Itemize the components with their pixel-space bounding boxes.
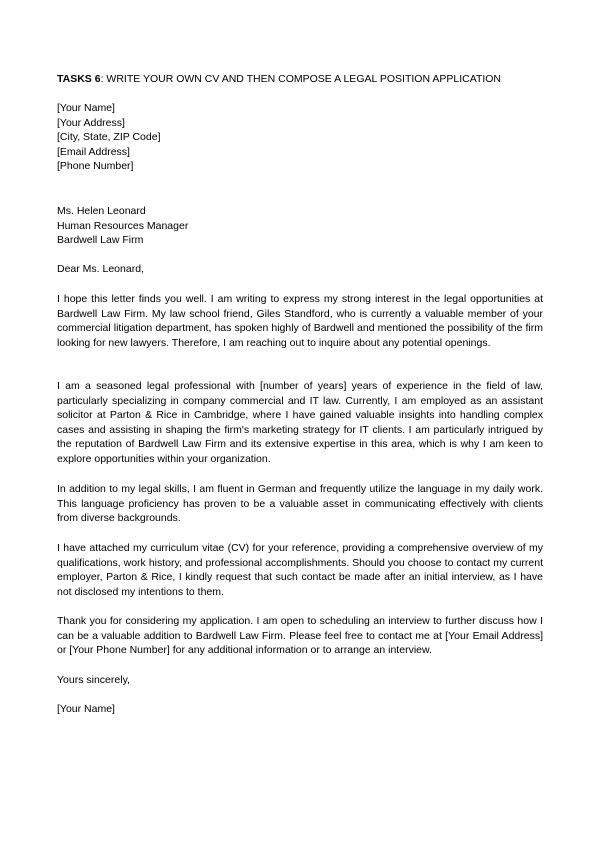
task-title [57,72,557,86]
paragraph-languages: In addition to my legal skills, I am fluent in German and frequently utilize the language in my daily work. This language proficiency has proven to be a valuable asset in communicating effectively with clients from diverse backgrounds. [57,483,543,525]
salutation: Dear Ms. Leonard, [57,263,144,275]
sender-address: [Your Address] [57,116,125,129]
sender-address-block [57,101,543,174]
sender-phone: [Phone Number] [57,160,134,173]
task-description: : WRITE YOUR OWN CV AND THEN COMPOSE A LEGAL POSITION APPLICATION [100,73,502,85]
signature-name: [Your Name] [57,703,115,715]
paragraph-cv: I have attached my curriculum vitae (CV) for your reference, providing a comprehensive overview of my qualifications, work history, and professional accomplishments. Should you choose to contact my current employer, Parton & Rice, I kindly request that such contact be made after an initial interview, as I have not disclosed my intentions to them. [57,542,543,598]
task-label: TASKS 6 [57,73,101,85]
sender-email: [Email Address] [57,145,130,158]
recipient-address-block [57,204,543,248]
closing: Yours sincerely, [57,674,130,686]
paragraph-experience: I am a seasoned legal professional with [number of years] years of experience in the field of law, particularly specializing in company commercial and IT law. Currently, I am employed as an assistant solicitor at Parton & Rice in Cambridge, where I have gained valuable insights into handling complex cases and assisting in shaping the firm's marketing strategy for IT clients. I am particularly intrigued by the reputation of Bardwell Law Firm and its extensive expertise in this area, which is why I am keen to explore opportunities within your organization. [57,380,543,465]
paragraph-intro: I hope this letter finds you well. I am writing to express my strong interest in the legal opportunities at Bardwell Law Firm. My law school friend, Giles Standford, who is currently a valuable member of your commercial litigation department, has spoken highly of Bardwell and mentioned the possibility of the firm looking for new lawyers. Therefore, I am reaching out to inquire about any potential openings. [57,293,543,349]
sender-city-state-zip: [City, State, ZIP Code] [57,131,161,144]
recipient-company: Bardwell Law Firm [57,234,144,247]
recipient-title: Human Resources Manager [57,219,189,232]
sender-name: [Your Name] [57,102,115,114]
paragraph-closing: Thank you for considering my application. I am open to scheduling an interview to further discuss how I can be a valuable addition to Bardwell Law Firm. Please feel free to contact me at [Your Email Address] or [Your Phone Number] for any additional information or to arrange an interview. [57,615,543,657]
recipient-name: Ms. Helen Leonard [57,205,146,217]
